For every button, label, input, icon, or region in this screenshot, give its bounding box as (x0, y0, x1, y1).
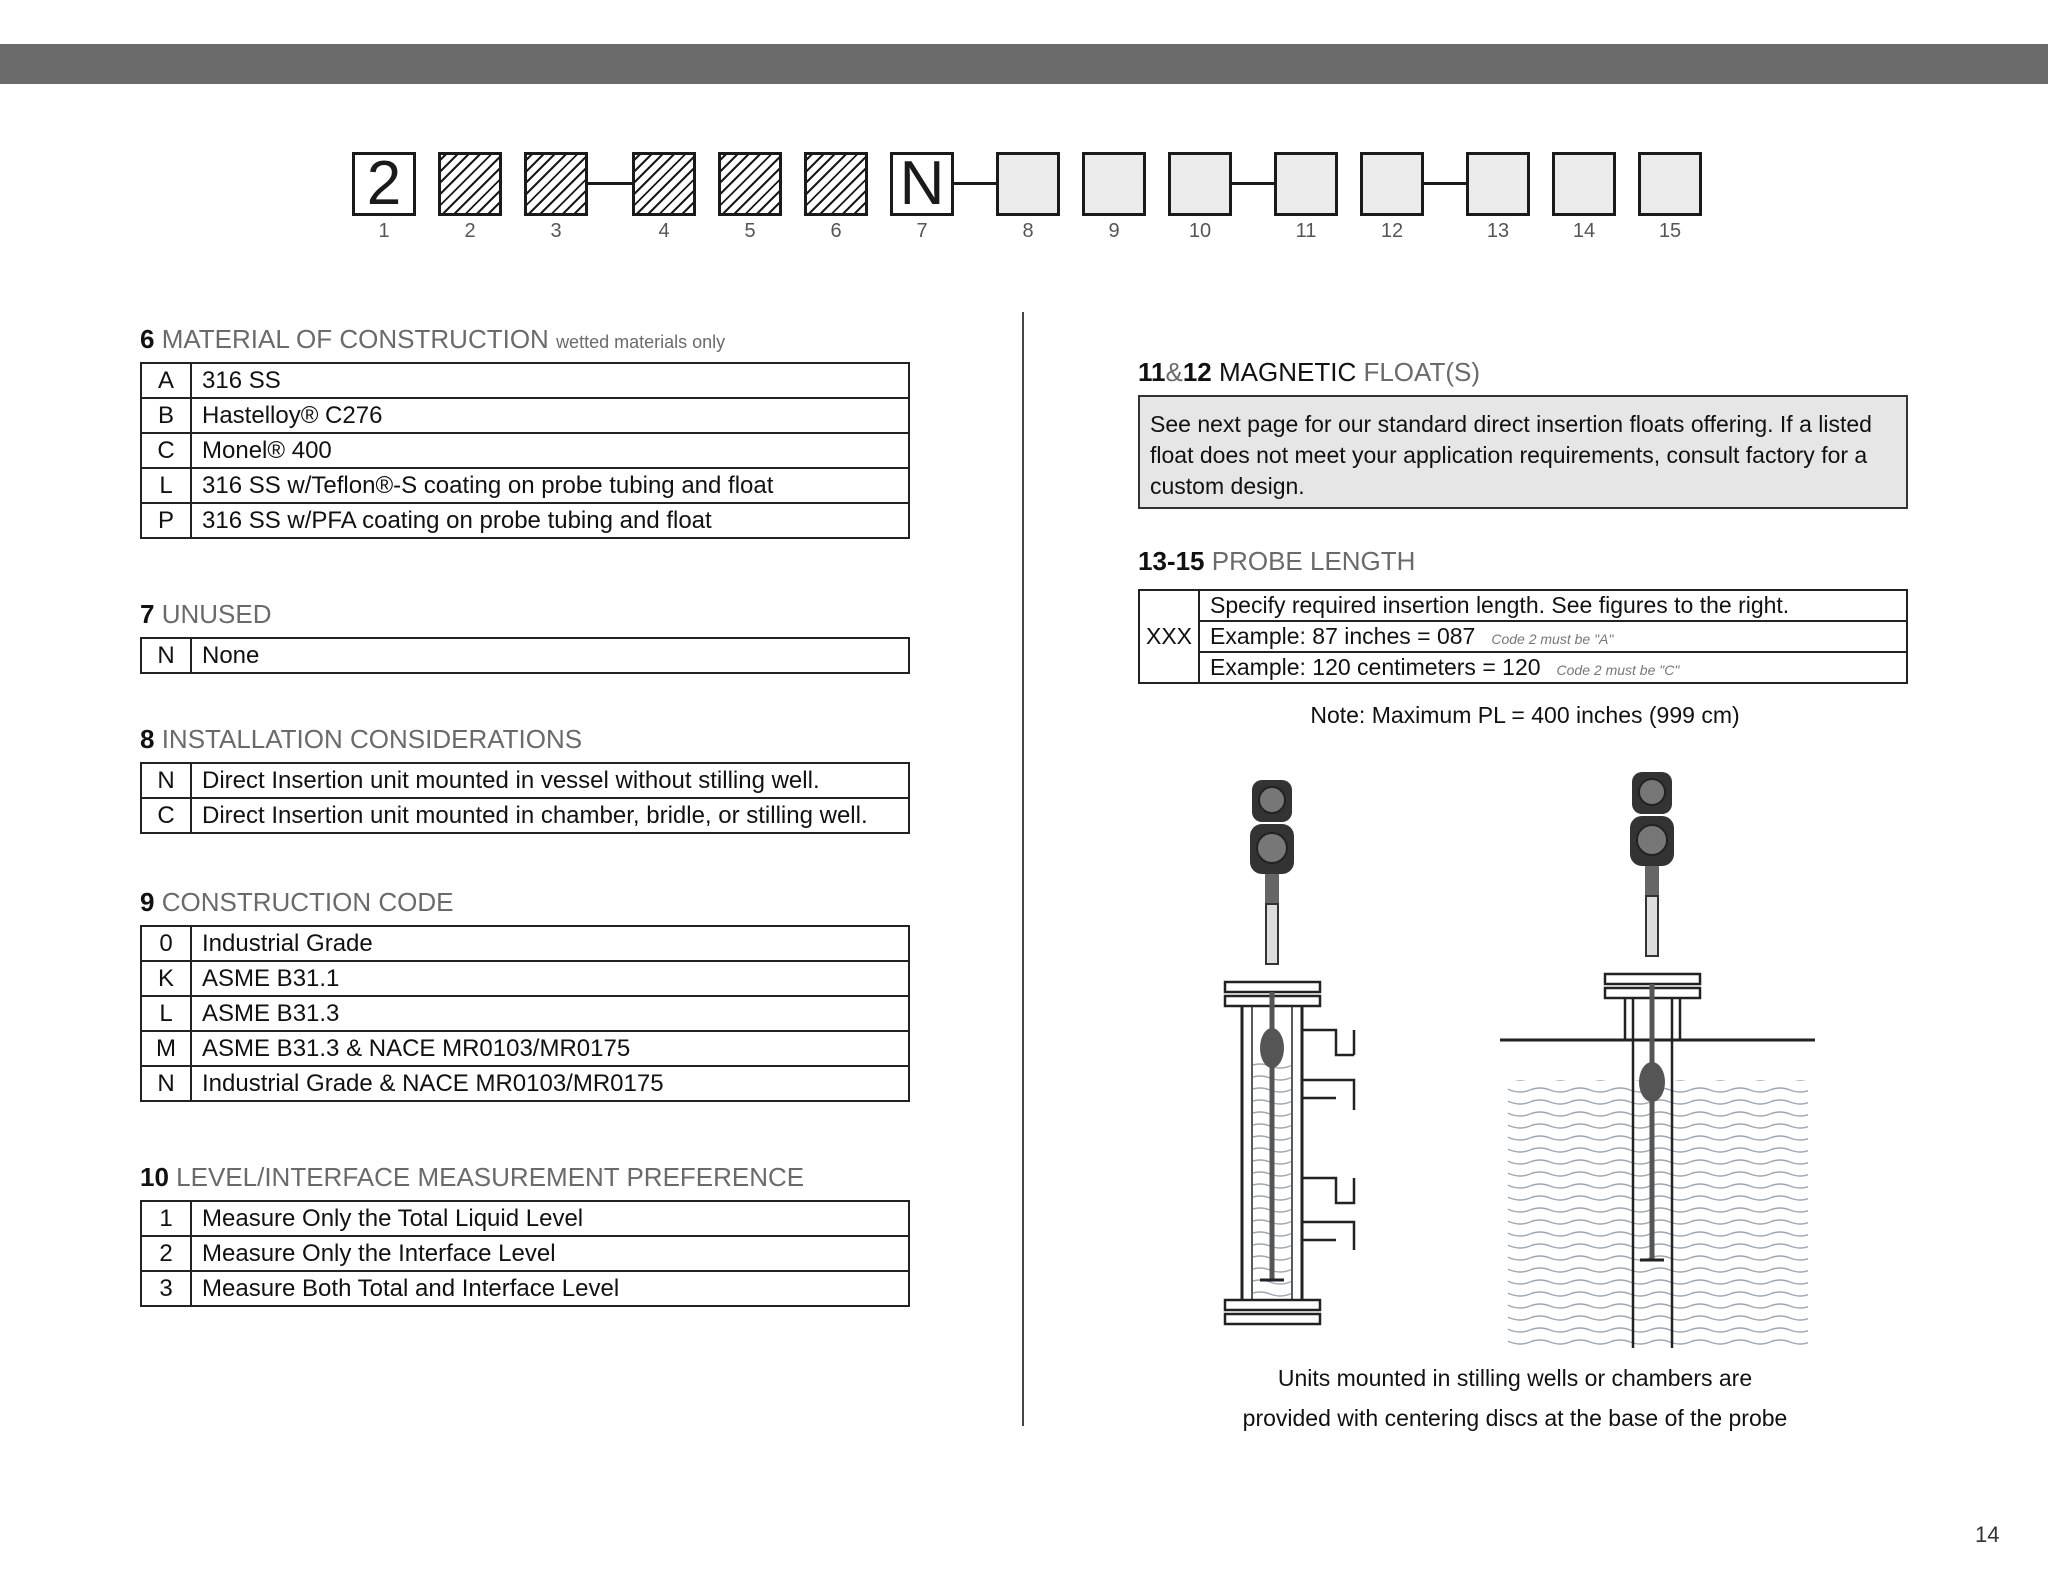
header-bar (0, 44, 2048, 84)
model-code-position-number: 15 (1658, 220, 1682, 242)
table-row (141, 996, 909, 1031)
table-row (141, 961, 909, 996)
model-code-connector (954, 182, 996, 185)
material-table (140, 362, 910, 539)
option-code: N (141, 763, 191, 798)
model-code-position-number: 11 (1295, 220, 1317, 242)
table-row (141, 1201, 909, 1236)
option-code: 2 (141, 1236, 191, 1271)
option-description: 316 SS (191, 363, 909, 398)
construction-table (140, 925, 910, 1102)
table-row (141, 926, 909, 961)
model-code-position-number: 9 (1108, 220, 1120, 242)
option-description: ASME B31.3 & NACE MR0103/MR0175 (191, 1031, 909, 1066)
table-row (141, 798, 909, 833)
page-number: 14 (1975, 1522, 2000, 1547)
option-description: Measure Only the Interface Level (191, 1236, 909, 1271)
table-row (141, 1236, 909, 1271)
option-code: K (141, 961, 191, 996)
model-code-position-number: 12 (1380, 220, 1404, 242)
model-code-position-number: 5 (744, 220, 756, 242)
section-9-title: 9 CONSTRUCTION CODE (140, 887, 454, 917)
model-code-box-1: 2 (352, 152, 416, 216)
unused-table (140, 637, 910, 674)
option-code: B (141, 398, 191, 433)
caption-line-2: provided with centering discs at the base of the probe (1242, 1405, 1788, 1431)
option-code: M (141, 1031, 191, 1066)
probe-length-row: Specify required insertion length. See figures to the right. (1199, 590, 1907, 621)
option-description: ASME B31.3 (191, 996, 909, 1031)
model-code-box-7: N (890, 152, 954, 216)
model-code-connector (1232, 182, 1274, 185)
table-row (141, 1271, 909, 1306)
model-code-position-number: 4 (658, 220, 670, 242)
option-description: Industrial Grade & NACE MR0103/MR0175 (191, 1066, 909, 1101)
option-code: 3 (141, 1271, 191, 1306)
probe-length-table (1138, 589, 1908, 684)
max-length-note: Note: Maximum PL = 400 inches (999 cm) (1310, 702, 1740, 728)
probe-length-row: Example: 120 centimeters = 120 Code 2 must be "C" (1199, 652, 1907, 683)
model-code-position-number: 8 (1022, 220, 1034, 242)
option-description: Direct Insertion unit mounted in vessel without stilling well. (191, 763, 909, 798)
float-info-box: See next page for our standard direct insertion floats offering. If a listed float does not meet your application requirements, consult factory for a custom design. (1138, 395, 1908, 509)
table-row (141, 763, 909, 798)
model-code-box-10 (1168, 152, 1232, 216)
model-code-box-11 (1274, 152, 1338, 216)
table-row (141, 363, 909, 398)
installation-table (140, 762, 910, 834)
model-code-connector (1424, 182, 1466, 185)
option-description: Measure Both Total and Interface Level (191, 1271, 909, 1306)
probe-length-code: XXX (1139, 590, 1199, 683)
model-code-position-number: 3 (550, 220, 562, 242)
caption-line-1: Units mounted in stilling wells or chambers are (1277, 1365, 1753, 1391)
option-code: L (141, 468, 191, 503)
table-row (141, 468, 909, 503)
option-description: Measure Only the Total Liquid Level (191, 1201, 909, 1236)
model-code-box-4 (632, 152, 696, 216)
option-description: Direct Insertion unit mounted in chamber, bridle, or stilling well. (191, 798, 909, 833)
section-10-title: 10 LEVEL/INTERFACE MEASUREMENT PREFERENCE (140, 1162, 805, 1192)
section-6-title: 6 MATERIAL OF CONSTRUCTION wetted materials only (140, 324, 726, 354)
model-code-box-8 (996, 152, 1060, 216)
option-description: None (191, 638, 909, 673)
option-code: 0 (141, 926, 191, 961)
option-description: Monel® 400 (191, 433, 909, 468)
option-code: P (141, 503, 191, 538)
model-code-position-number: 1 (378, 220, 390, 242)
model-code-box-6 (804, 152, 868, 216)
column-divider (1022, 312, 1024, 1426)
model-code-position-number: 7 (916, 220, 928, 242)
section-8-title: 8 INSTALLATION CONSIDERATIONS (140, 724, 583, 754)
model-code-position-number: 6 (830, 220, 842, 242)
option-description: Hastelloy® C276 (191, 398, 909, 433)
installation-illustration (1170, 760, 1890, 1350)
table-row (141, 1031, 909, 1066)
model-code-box-5 (718, 152, 782, 216)
option-description: 316 SS w/PFA coating on probe tubing and float (191, 503, 909, 538)
model-code-box-13 (1466, 152, 1530, 216)
model-code-position-number: 14 (1572, 220, 1596, 242)
section-7-title: 7 UNUSED (140, 599, 272, 629)
table-row (141, 503, 909, 538)
option-description: Industrial Grade (191, 926, 909, 961)
model-code-box-15 (1638, 152, 1702, 216)
measurement-table (140, 1200, 910, 1307)
table-row (141, 433, 909, 468)
section-11-12-title: 11&12 MAGNETIC FLOAT(S) (1138, 357, 1480, 387)
model-code-position-number: 10 (1188, 220, 1212, 242)
table-row (141, 398, 909, 433)
option-description: ASME B31.1 (191, 961, 909, 996)
model-code-box-3 (524, 152, 588, 216)
model-code-box-14 (1552, 152, 1616, 216)
table-row (141, 1066, 909, 1101)
table-row (141, 638, 909, 673)
chamber-unit-drawing (1225, 780, 1354, 1350)
model-code-connector (588, 182, 632, 185)
option-code: C (141, 433, 191, 468)
stilling-well-unit-drawing (1500, 772, 1815, 1348)
option-code: 1 (141, 1201, 191, 1236)
model-code-box-12 (1360, 152, 1424, 216)
model-code-position-number: 13 (1486, 220, 1510, 242)
option-description: 316 SS w/Teflon®-S coating on probe tubing and float (191, 468, 909, 503)
model-code-box-2 (438, 152, 502, 216)
section-13-15-title: 13-15 PROBE LENGTH (1138, 546, 1416, 576)
option-code: L (141, 996, 191, 1031)
model-code-position-number: 2 (464, 220, 476, 242)
model-code-box-9 (1082, 152, 1146, 216)
option-code: C (141, 798, 191, 833)
option-code: N (141, 1066, 191, 1101)
option-code: A (141, 363, 191, 398)
option-code: N (141, 638, 191, 673)
probe-length-row: Example: 87 inches = 087 Code 2 must be "A" (1199, 621, 1907, 652)
